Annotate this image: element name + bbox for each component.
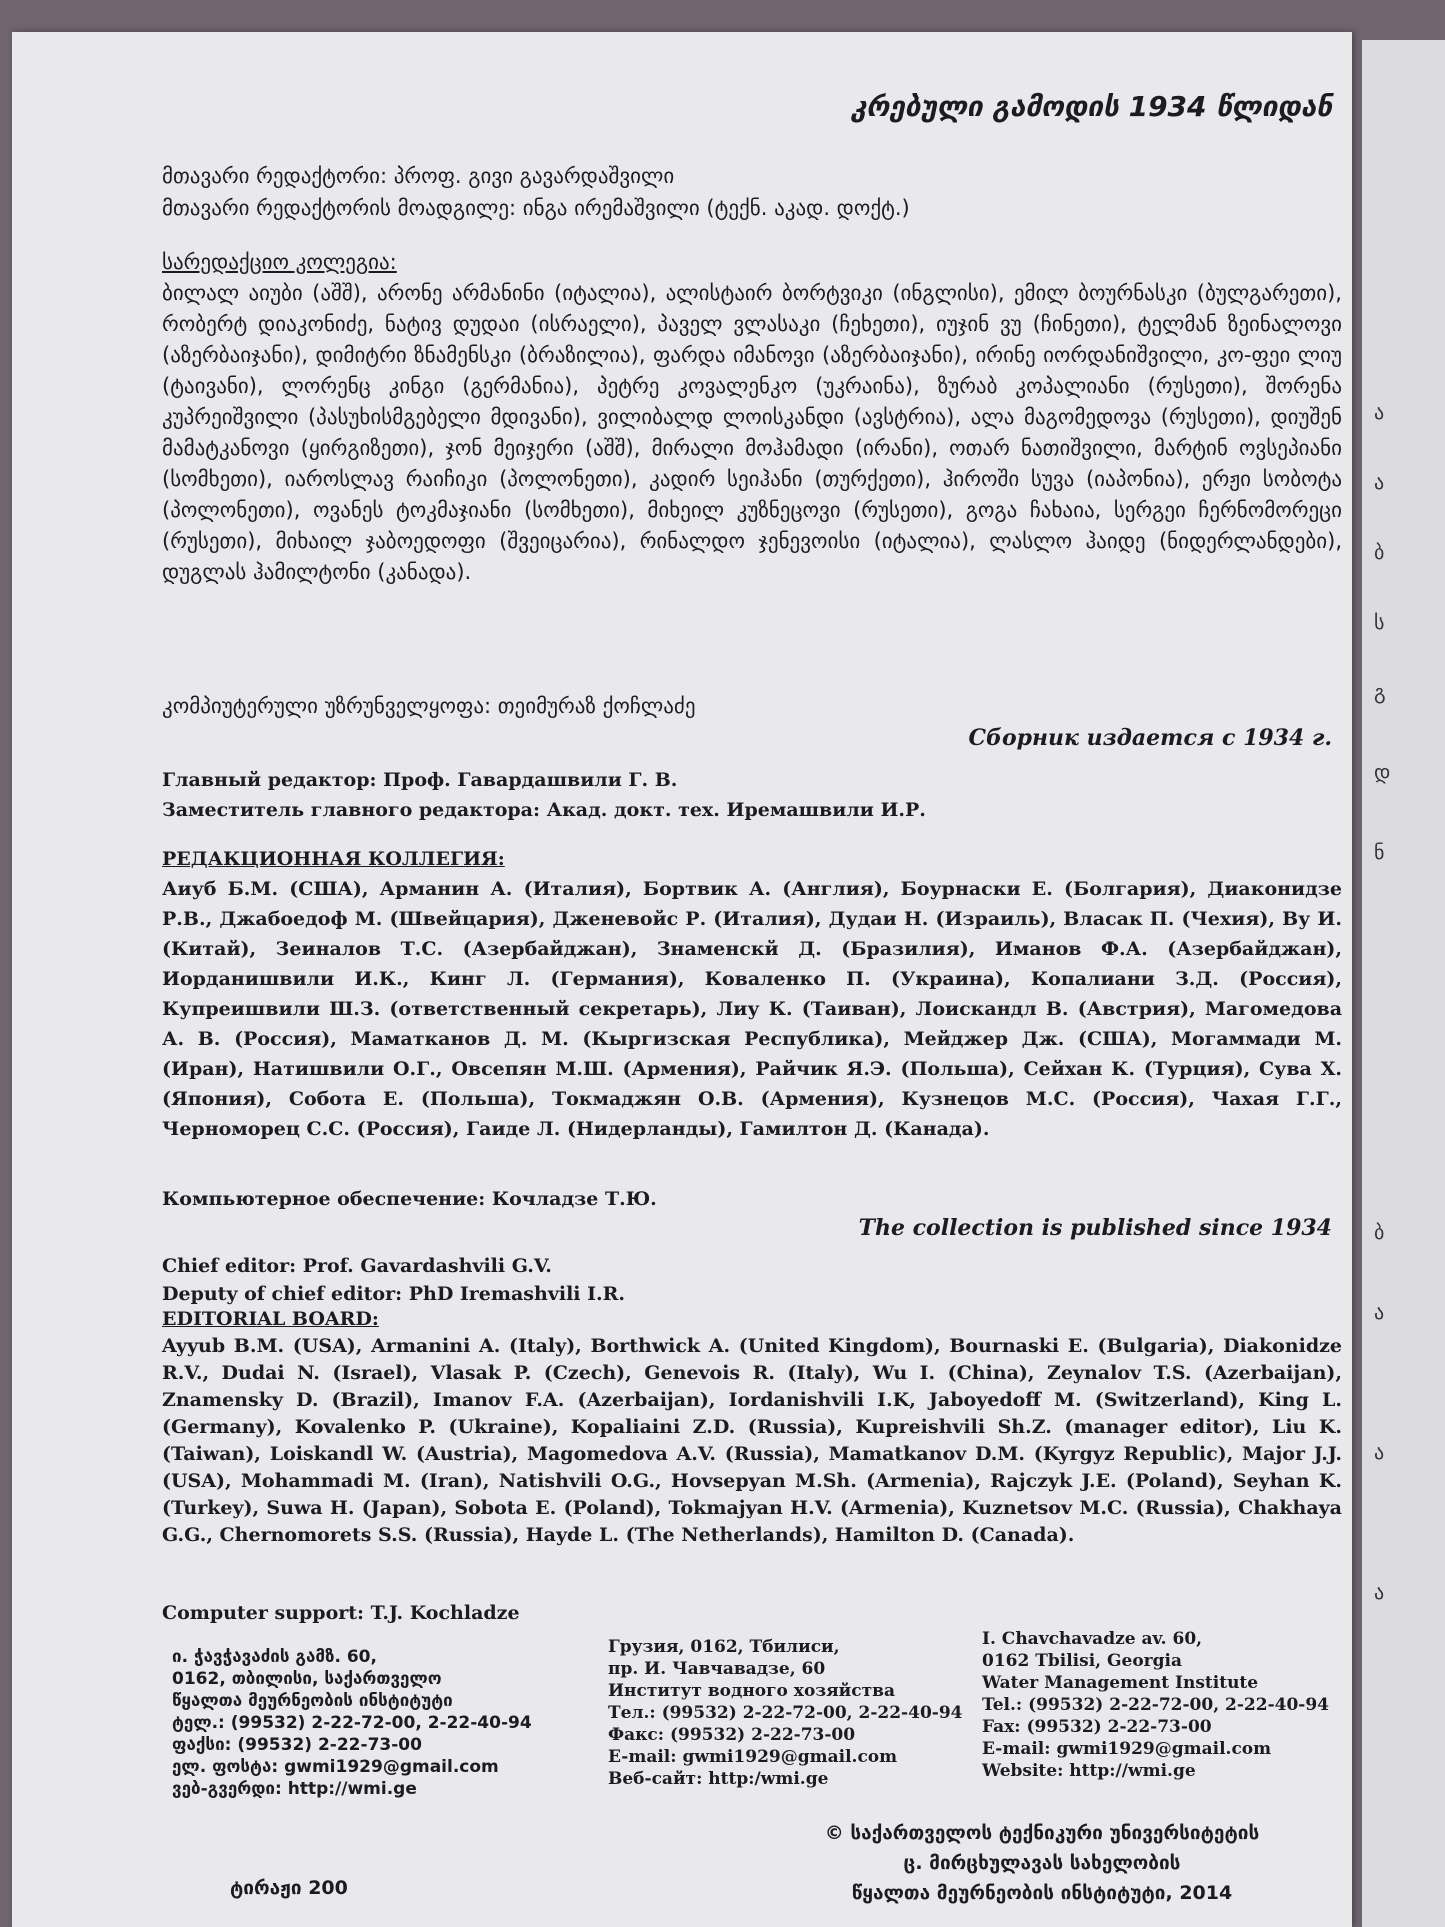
address-line: Fax: (99532) 2-22-73-00 [982, 1717, 1212, 1737]
english-chief-editor: Chief editor: Prof. Gavardashvili G.V. [162, 1255, 552, 1277]
address-line: ფაქსი: (99532) 2-22-73-00 [172, 1735, 422, 1755]
georgian-deputy-editor: მთავარი რედაქტორის მოადგილე: ინგა ირემაშვილი (ტექნ. აკად. დოქტ.) [162, 196, 910, 220]
georgian-computer-support: კომპიუტერული უზრუნველყოფა: თეიმურაზ ქოჩლაძე [162, 694, 696, 718]
document-page [12, 32, 1352, 1927]
russian-chief-editor: Главный редактор: Проф. Гавардашвили Г. В. [162, 769, 678, 791]
russian-editors [162, 765, 1342, 825]
edge-glyph: ა [1374, 1300, 1385, 1324]
edge-glyph: ბ [1374, 1220, 1385, 1244]
address-line: Website: http://wmi.ge [982, 1761, 1196, 1781]
address-english [982, 1628, 1332, 1782]
address-line: I. Chavchavadze av. 60, [982, 1629, 1203, 1649]
address-russian [608, 1636, 988, 1790]
edge-glyph: ა [1374, 400, 1385, 424]
english-deputy-editor: Deputy of chief editor: PhD Iremashvili I.R. [162, 1283, 626, 1305]
edge-glyph: ნ [1374, 840, 1385, 864]
address-line: Грузия, 0162, Тбилиси, [608, 1637, 840, 1657]
address-line: Факс: (99532) 2-22-73-00 [608, 1725, 856, 1745]
address-line: ტელ.: (99532) 2-22-72-00, 2-22-40-94 [172, 1713, 532, 1733]
address-line: ელ. ფოსტა: gwmi1929@gmail.com [172, 1757, 499, 1777]
georgian-editors [162, 160, 1342, 224]
georgian-chief-editor: მთავარი რედაქტორი: პროფ. გივი გავარდაშვილი [162, 164, 675, 188]
published-since-russian: Сборник издается с 1934 г. [968, 725, 1332, 751]
address-line: ვებ-გვერდი: http://wmi.ge [172, 1779, 417, 1799]
address-georgian [172, 1646, 602, 1800]
russian-board [162, 844, 1342, 1144]
address-line: пр. И. Чавчавадзе, 60 [608, 1659, 826, 1679]
english-editors [162, 1252, 1342, 1308]
adjacent-page-edge [1362, 40, 1445, 1927]
edge-glyph: ა [1374, 470, 1385, 494]
edge-glyph: ა [1374, 1580, 1385, 1604]
english-board-title: EDITORIAL BOARD: [162, 1308, 379, 1330]
address-line: Water Management Institute [982, 1673, 1259, 1693]
copyright-line: ც. მირცხულავას სახელობის [903, 1852, 1181, 1874]
russian-board-title: РЕДАКЦИОННАЯ КОЛЛЕГИЯ: [162, 848, 505, 870]
english-board-members: Ayyub B.M. (USA), Armanini A. (Italy), Borthwick A. (United Kingdom), Bournaski E. (Bulgaria), Diakonidze R.V., Dudai N. (Israel), Vlasak P. (Czech), Genevois R. (Italy), Wu I. (China), Zeynalov T.S. (Azerbaijan), Znamensky D. (Brazil), Imanov F.A. (Azerbaijan), Iordanishvili I.K, Jaboyedoff M. (Switzerland), King L. (Germany), Kovalenko P. (Ukraine), Kopaliaini Z.D. (Russia), Kupreishvili Sh.Z. (manager editor), Liu K. (Taiwan), Loiskandl W. (Austria), Magomedova A.V. (Russia), Mamatkanov D.M. (Kyrgyz Republic), Major J.J. (USA), Mohammadi M. (Iran), Natishvili O.G., Hovsepyan M.Sh. (Armenia), Rajczyk J.E. (Poland), Seyhan K. (Turkey), Suwa H. (Japan), Sobota E. (Poland), Tokmajyan H.V. (Armenia), Kuznetsov M.C. (Russia), Chakhaya G.G., Chernomorets S.S. (Russia), Hayde L. (The Netherlands), Hamilton D. (Canada). [162, 1335, 1342, 1546]
edge-glyph: ა [1374, 1440, 1385, 1464]
russian-computer-support: Компьютерное обеспечение: Кочладзе Т.Ю. [162, 1188, 657, 1210]
published-since-english: The collection is published since 1934 [858, 1215, 1332, 1241]
edge-glyph: ბ [1374, 540, 1385, 564]
address-line: E-mail: gwmi1929@gmail.com [982, 1739, 1272, 1759]
english-computer-support: Computer support: T.J. Kochladze [162, 1602, 520, 1624]
print-run: ტირაჟი 200 [230, 1877, 348, 1899]
published-since-georgian: კრებული გამოდის 1934 წლიდან [850, 90, 1332, 123]
russian-deputy-editor: Заместитель главного редактора: Акад. докт. тех. Иремашвили И.Р. [162, 799, 926, 821]
copyright-line: წყალთა მეურნეობის ინსტიტუტი, 2014 [851, 1882, 1233, 1904]
address-line: Tel.: (99532) 2-22-72-00, 2-22-40-94 [982, 1695, 1330, 1715]
edge-glyph: ს [1374, 610, 1385, 634]
address-line: წყალთა მეურნეობის ინსტიტუტი [172, 1691, 453, 1711]
georgian-board-title: სარედაქციო კოლეგია: [162, 250, 397, 274]
copyright-block [772, 1818, 1312, 1908]
address-line: Веб-сайт: http:/wmi.ge [608, 1769, 829, 1789]
russian-board-members: Аиуб Б.М. (США), Арманин А. (Италия), Бортвик А. (Англия), Боурнаски Е. (Болгария), Диаконидзе Р.В., Джабоедоф М. (Швейцария), Дженевойс Р. (Италия), Дудаи Н. (Израиль), Власак П. (Чехия), Ву И. (Китай), Зеиналов Т.С. (Азербайджан), Знаменскй Д. (Бразилия), Иманов Ф.А. (Азербайджан), Иорданишвили И.К., Кинг Л. (Германия), Коваленко П. (Украина), Копалиани З.Д. (Россия), Купреишвили Ш.З. (ответственный секретарь), Лиу К. (Таиван), Лоискандл В. (Австрия), Магомедова А. В. (Россия), Маматканов Д. М. (Кыргизская Республика), Мейджер Дж. (США), Могаммади М. (Иран), Натишвили О.Г., Овсепян М.Ш. (Армения), Райчик Я.Э. (Польша), Сейхан К. (Турция), Сува Х. (Япония), Собота Е. (Польша), Токмаджян О.В. (Армения), Кузнецов М.С. (Россия), Чахая Г.Г., Черноморец С.С. (Россия), Гаиде Л. (Нидерланды), Гамилтон Д. (Канада). [162, 878, 1342, 1140]
address-line: E-mail: gwmi1929@gmail.com [608, 1747, 898, 1767]
address-line: ი. ჭავჭავაძის გამზ. 60, [172, 1647, 377, 1667]
address-line: 0162 Tbilisi, Georgia [982, 1651, 1182, 1671]
georgian-board-members: ბილალ აიუბი (აშშ), არონე არმანინი (იტალია), ალისტაირ ბორტვიკი (ინგლისი), ემილ ბოურნასკი (ბულგარეთი), რობერტ დიაკონიძე, ნატივ დუდაი (ისრაელი), პაველ ვლასაკი (ჩეხეთი), იუჯინ ვუ (ჩინეთი), ტელმან ზეინალოვი (აზერბაიჯანი), დიმიტრი ზნამენსკი (ბრაზილია), ფარდა იმანოვი (აზერბაიჯანი), ირინე იორდანიშვილი, კო-ფეი ლიუ (ტაივანი), ლორენც კინგი (გერმანია), პეტრე კოვალენკო (უკრაინა), ზურაბ კოპალიანი (რუსეთი), შორენა კუპრეიშვილი (პასუხისმგებელი მდივანი), ვილიბალდ ლოისკანდი (ავსტრია), ალა მაგომედოვა (რუსეთი), დიუშენ მამატკანოვი (ყირგიზეთი), ჯონ მეიჯერი (აშშ), მირალი მოჰამადი (ირანი), ოთარ ნათიშვილი, მარტინ ოვსეპიანი (სომხეთი), იაროსლავ რაიჩიკი (პოლონეთი), კადირ სეიჰანი (თურქეთი), ჰიროში სუვა (იაპონია), ერჟი სობოტა (პოლონეთი), ოვანეს ტოკმაჯიანი (სომხეთი), მიხეილ კუზნეცოვი (რუსეთი), გოგა ჩახაია, სერგეი ჩერნომორეცი (რუსეთი), მიხაილ ჯაბოედოფი (შვეიცარია), რინალდო ჯენევოისი (იტალია), ლასლო ჰაიდე (ნიდერლანდები), დუგლას ჰამილტონი (კანადა). [162, 281, 1342, 584]
address-line: Институт водного хозяйства [608, 1681, 896, 1701]
copyright-line: © საქართველოს ტექნიკური უნივერსიტეტის [824, 1822, 1260, 1844]
edge-glyph: გ [1374, 680, 1386, 704]
georgian-board [162, 247, 1342, 588]
edge-glyph: დ [1374, 760, 1391, 784]
address-line: Тел.: (99532) 2-22-72-00, 2-22-40-94 [608, 1703, 963, 1723]
address-line: 0162, თბილისი, საქართველო [172, 1669, 442, 1689]
english-board [162, 1306, 1342, 1549]
